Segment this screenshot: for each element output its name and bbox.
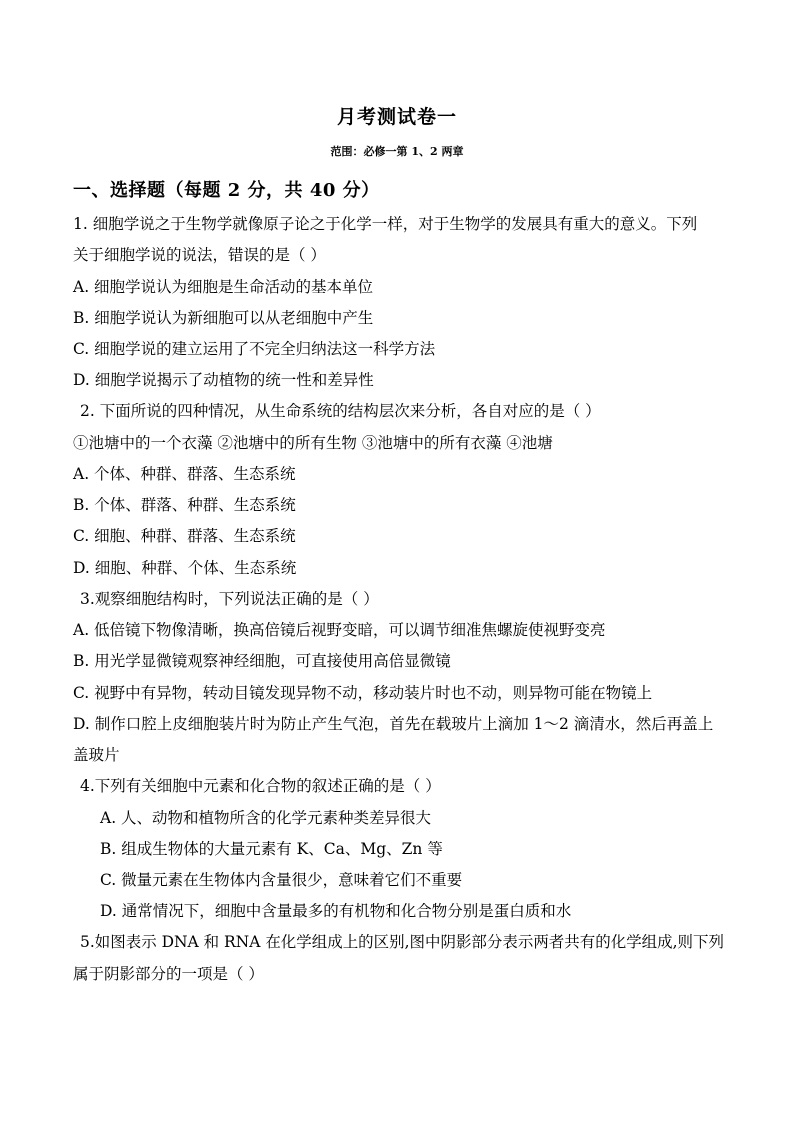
q4-stem: 4.下列有关细胞中元素和化合物的叙述正确的是（ ） <box>80 777 441 795</box>
q2-option-a: A. 个体、种群、群落、生态系统 <box>73 465 296 483</box>
q4-option-c: C. 微量元素在生物体内含量很少，意味着它们不重要 <box>100 871 463 889</box>
q1-option-b: B. 细胞学说认为新细胞可以从老细胞中产生 <box>73 309 374 327</box>
q1-stem-line2: 关于细胞学说的说法，错误的是（ ） <box>73 246 326 264</box>
q2-option-d: D. 细胞、种群、个体、生态系统 <box>73 559 297 577</box>
q2-stem: 2. 下面所说的四种情况，从生命系统的结构层次来分析，各自对应的是（ ） <box>80 402 601 420</box>
q4-option-b: B. 组成生物体的大量元素有 K、Ca、Mg、Zn 等 <box>100 840 443 858</box>
q5-stem-line1: 5.如图表示 DNA 和 RNA 在化学组成上的区别,图中阴影部分表示两者共有的化学组成,则下列 <box>80 933 724 951</box>
q3-option-a: A. 低倍镜下物像清晰，换高倍镜后视野变暗，可以调节细准焦螺旋使视野变亮 <box>73 621 606 639</box>
q1-option-c: C. 细胞学说的建立运用了不完全归纳法这一科学方法 <box>73 340 436 358</box>
section-heading: 一、选择题（每题 2 分，共 40 分） <box>73 180 380 201</box>
q2-items: ①池塘中的一个衣藻 ②池塘中的所有生物 ③池塘中的所有衣藻 ④池塘 <box>73 434 553 452</box>
q3-stem: 3.观察细胞结构时，下列说法正确的是（ ） <box>80 590 379 608</box>
q1-stem-line1: 1. 细胞学说之于生物学就像原子论之于化学一样，对于生物学的发展具有重大的意义。下列 <box>73 215 698 233</box>
q3-option-d: D. 制作口腔上皮细胞装片时为防止产生气泡，首先在载玻片上滴加 1～2 滴清水，然后再盖上 <box>73 715 714 733</box>
q5-stem-line2: 属于阴影部分的一项是（ ） <box>73 965 264 983</box>
page-title: 月考测试卷一 <box>336 106 457 128</box>
q3-option-c: C. 视野中有异物，转动目镜发现异物不动，移动装片时也不动，则异物可能在物镜上 <box>73 684 653 702</box>
q4-option-a: A. 人、动物和植物所含的化学元素种类差异很大 <box>100 809 432 827</box>
q1-option-a: A. 细胞学说认为细胞是生命活动的基本单位 <box>73 278 374 296</box>
q1-option-d: D. 细胞学说揭示了动植物的统一性和差异性 <box>73 371 374 389</box>
q4-option-d: D. 通常情况下，细胞中含量最多的有机物和化合物分别是蛋白质和水 <box>100 902 572 920</box>
q2-option-c: C. 细胞、种群、群落、生态系统 <box>73 527 296 545</box>
page-subtitle: 范围：必修一第 1、2 两章 <box>330 145 464 158</box>
q2-option-b: B. 个体、群落、种群、生态系统 <box>73 496 296 514</box>
q3-option-d-continued: 盖玻片 <box>73 746 120 764</box>
q3-option-b: B. 用光学显微镜观察神经细胞，可直接使用高倍显微镜 <box>73 652 451 670</box>
